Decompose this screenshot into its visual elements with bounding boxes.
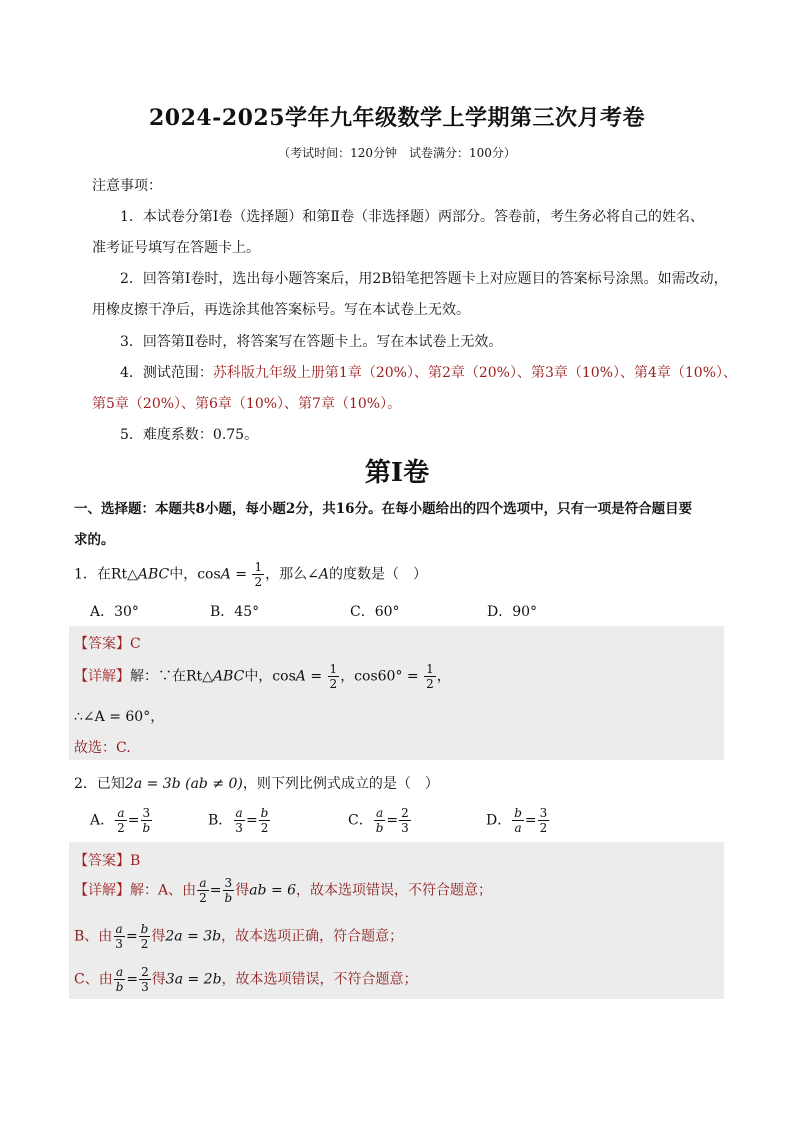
q2-answer: 【答案】B: [74, 853, 141, 869]
page-subtitle: （考试时间：120分钟 试卷满分：100分）: [278, 146, 516, 160]
section1-line1: 一、选择题：本题共8小题，每小题2分，共16分。在每小题给出的四个选项中，只有一项是符合题目要: [74, 501, 693, 517]
fraction: $\frac{1}{2}$: [426, 662, 434, 691]
q1-answer: 【答案】C: [74, 636, 141, 652]
notice-item5: 5．难度系数：0.75。: [120, 427, 259, 443]
fraction: $\frac{1}{2}$: [254, 560, 263, 589]
notice-heading: 注意事项：: [92, 178, 162, 194]
notice-item4-prefix: 4．测试范围：: [120, 365, 213, 381]
volume-title: 第Ⅰ卷: [364, 458, 430, 488]
notice-item2-line2: 用橡皮擦干净后，再选涂其他答案标号。写在本试卷上无效。: [92, 302, 470, 318]
section1-line2: 求的。: [74, 532, 115, 548]
notice-item3: 3．回答第Ⅱ卷时，将答案写在答题卡上。写在本试卷上无效。: [120, 334, 503, 350]
page-title: 2024-2025学年九年级数学上学期第三次月考卷: [148, 105, 646, 131]
q1-detail: 【详解】解：∵在Rt△ABC中，cosA = $\frac{1}{2}$ ，cos60° = $\frac{1}{2}$ ，: [74, 662, 451, 691]
notice-item2-line1: 2．回答第Ⅰ卷时，选出每小题答案后，用2B铅笔把答题卡上对应题目的答案标号涂黑。如需改动，: [120, 271, 728, 287]
q2-option-b: B． $\frac{a}{3}$ = $\frac{b}{2}$: [208, 806, 269, 835]
notice-item1-line2: 准考证号填写在答题卡上。: [92, 240, 260, 256]
q1-answer-box: [69, 626, 724, 760]
q1-option-b: B．45°: [210, 604, 260, 620]
q2-option-c: C． $\frac{a}{b}$ = $\frac{2}{3}$: [348, 806, 409, 835]
q2-detail-line1: 【详解】解：A、由 $\frac{a}{2}$ = $\frac{3}{b}$ 得ab = 6，故本选项错误，不符合题意；: [74, 876, 493, 905]
notice-item4-line2: 第5章（20%）、第6章（10%）、第7章（10%）。: [92, 396, 402, 412]
q2-option-d: D． $\frac{b}{a}$ = $\frac{3}{2}$: [486, 806, 548, 835]
notice-item4-line1: [120, 362, 737, 382]
q1-option-a: A．30°: [90, 604, 139, 620]
fraction: $\frac{1}{2}$: [329, 662, 338, 691]
q2-stem: 2．已知2a = 3b (ab ≠ 0)，则下列比例式成立的是（ ）: [74, 776, 439, 792]
q1-option-c: C．60°: [350, 604, 400, 620]
q2-option-a: A． $\frac{a}{2}$ = $\frac{3}{b}$: [90, 806, 151, 835]
q2-detail-line3: C、由 $\frac{a}{b}$ = $\frac{2}{3}$ 得3a = 2b，故本选项错误，不符合题意；: [74, 965, 418, 994]
q1-stem: 1．在Rt△ABC中，cosA = $\frac{1}{2}$ ，那么∠A的度数是（ ）: [74, 560, 427, 589]
q2-detail-line2: B、由 $\frac{a}{3}$ = $\frac{b}{2}$ 得2a = 3b，故本选项正确，符合题意；: [74, 922, 404, 951]
notice-item1-line1: 1．本试卷分第Ⅰ卷（选择题）和第Ⅱ卷（非选择题）两部分。答卷前，考生务必将自己的姓名、: [120, 209, 704, 225]
q1-option-d: D．90°: [487, 604, 538, 620]
q1-detail-line2: ∴∠A = 60°，: [74, 709, 165, 725]
notice-item4-scope: 苏科版九年级上册第1章（20%）、第2章（20%）、第3章（10%）、第4章（10%）、: [212, 365, 738, 381]
q1-detail-line3: 故选：C.: [74, 740, 131, 756]
